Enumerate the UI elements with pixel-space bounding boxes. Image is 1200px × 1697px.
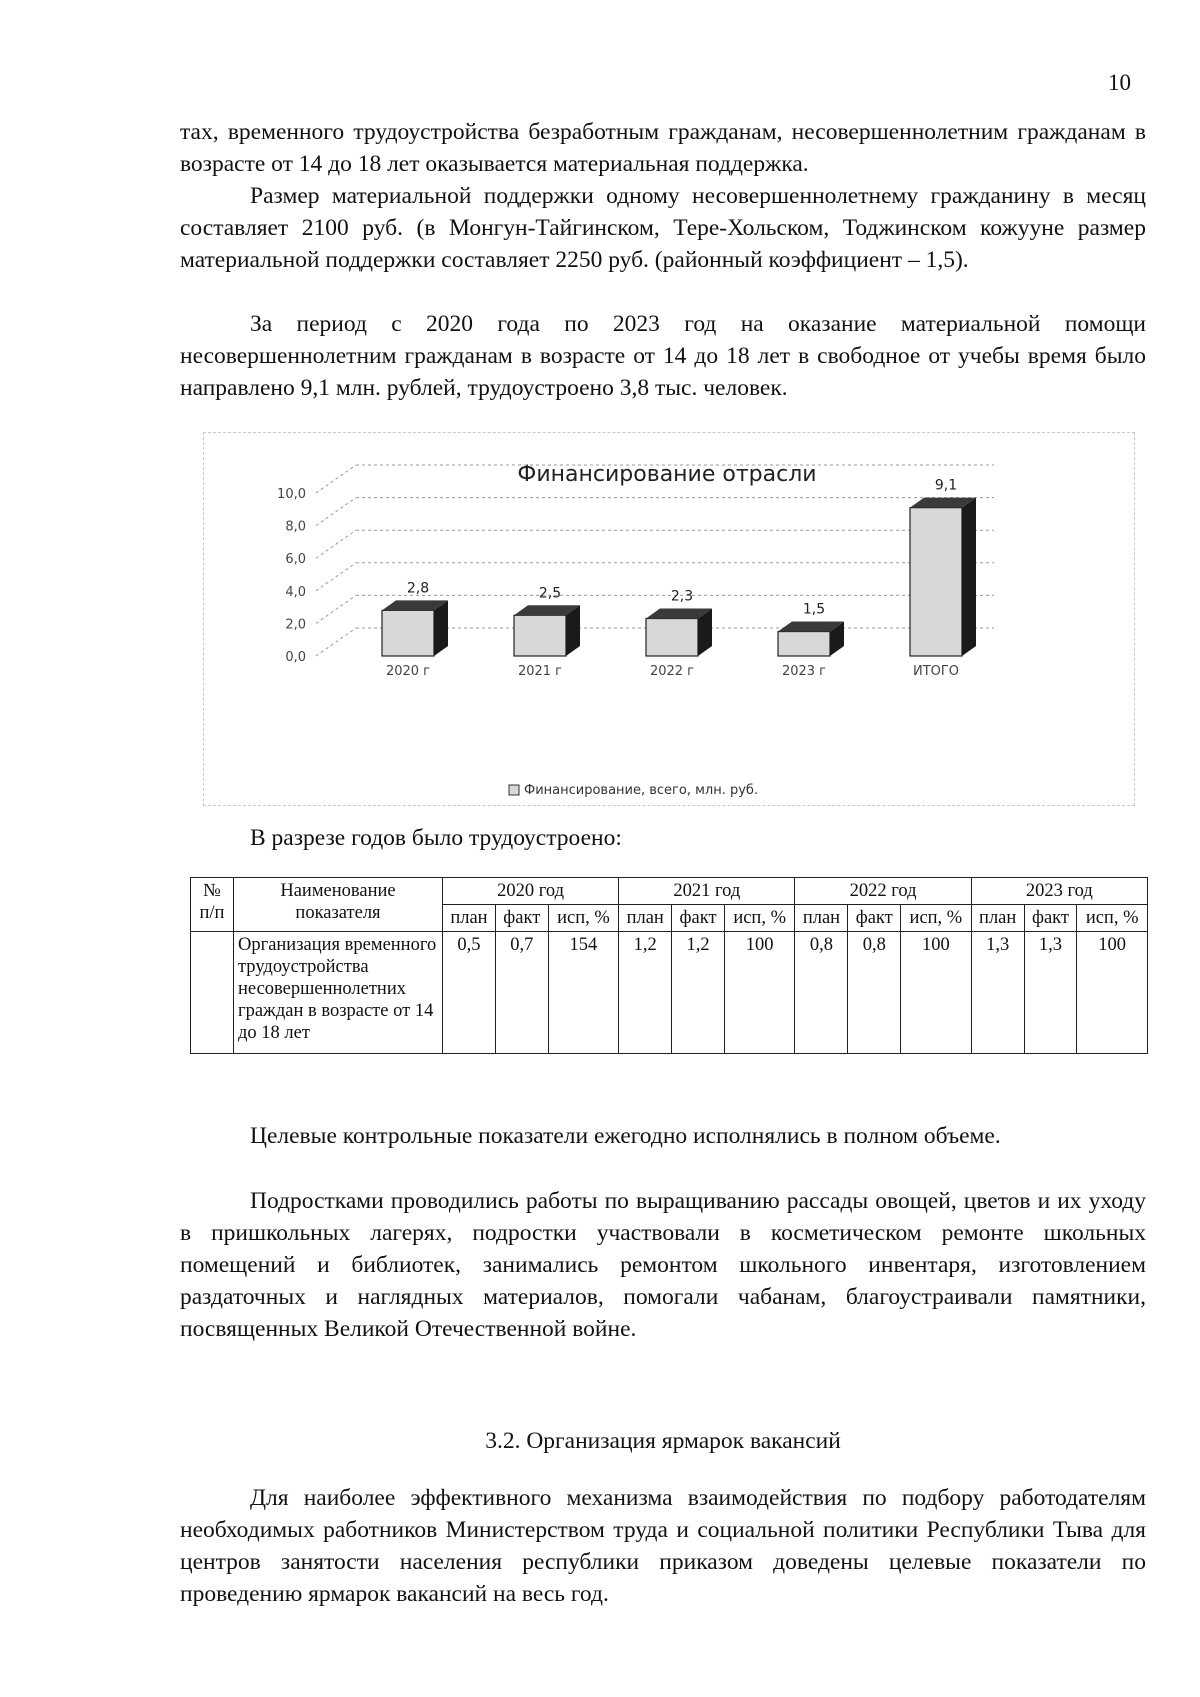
x-tick-label: ИТОГО	[912, 664, 960, 679]
header-name: Наименование показателя	[234, 878, 443, 932]
subheader-pct: исп, %	[1077, 905, 1148, 932]
cell-2022-pct: 100	[901, 932, 972, 1054]
bar	[910, 498, 976, 656]
data-label: 1,5	[802, 601, 826, 618]
x-tick-label: 2020 г	[385, 664, 431, 679]
cell-2021-plan: 1,2	[619, 932, 672, 1054]
paragraph-1: тах, временного трудоустройства безработным гражданам, несовершеннолетним гражданам в возрасте от 14 до 18 лет оказывается материальная поддержка.	[180, 119, 1146, 177]
section-heading: 3.2. Организация ярмарок вакансий	[485, 1428, 841, 1454]
bar	[778, 622, 844, 656]
data-label: 9,1	[934, 477, 958, 494]
gridline-diagonal	[316, 498, 356, 526]
legend-label: Финансирование, всего, млн. руб.	[524, 783, 759, 798]
x-tick-label: 2021 г	[517, 664, 563, 679]
data-label: 2,3	[670, 588, 694, 605]
legend-swatch	[509, 785, 519, 795]
row-num	[191, 932, 234, 1054]
subheader-pct: исп, %	[901, 905, 972, 932]
subheader-fact: факт	[495, 905, 548, 932]
chart-container	[203, 432, 1135, 806]
paragraph-5: Целевые контрольные показатели ежегодно исполнялись в полном объеме.	[250, 1123, 1001, 1149]
header-year-2022: 2022 год	[795, 878, 971, 905]
subheader-fact: факт	[672, 905, 725, 932]
header-year-2023: 2023 год	[971, 878, 1147, 905]
x-tick-label: 2022 г	[649, 664, 695, 679]
cell-2023-pct: 100	[1077, 932, 1148, 1054]
header-year-2021: 2021 год	[619, 878, 795, 905]
x-tick-label: 2023 г	[781, 664, 827, 679]
cell-2023-fact: 1,3	[1024, 932, 1077, 1054]
header-num: № п/п	[191, 878, 234, 932]
subheader-plan: план	[795, 905, 848, 932]
chart-title: Финансирование отрасли	[517, 462, 817, 487]
paragraph-8: Для наиболее эффективного механизма взаимодействия по подбору работодателям необходимых работников Министерством труда и социальной политики Республики Тыва для центров занятости населения республики приказом доведены целевые показатели по проведению ярмарок вакансий на весь год.	[180, 1485, 1146, 1607]
cell-2023-plan: 1,3	[971, 932, 1024, 1054]
y-tick-label: 6,0	[285, 552, 306, 568]
y-tick-label: 10,0	[277, 487, 306, 502]
funding-chart	[204, 433, 1134, 805]
paragraph-4: В разрезе годов было трудоустроено:	[250, 825, 622, 851]
cell-2021-pct: 100	[724, 932, 795, 1054]
page-number: 10	[1108, 70, 1131, 95]
cell-2020-pct: 154	[548, 932, 619, 1054]
subheader-plan: план	[971, 905, 1024, 932]
bar	[382, 600, 448, 656]
gridline-diagonal	[316, 465, 356, 493]
paragraph-3: За период с 2020 года по 2023 год на оказание материальной помощи несовершеннолетним гражданам в возрасте от 14 до 18 лет в свободное от учебы время было направлено 9,1 млн. рублей, трудоустроено 3,8 тыс. человек.	[180, 311, 1146, 401]
y-tick-label: 2,0	[285, 617, 306, 633]
employment-table	[190, 877, 1148, 1054]
row-name: Организация временного трудоустройства несовершеннолетних граждан в возрасте от 14 до 18 лет	[234, 932, 443, 1054]
cell-2021-fact: 1,2	[672, 932, 725, 1054]
y-tick-label: 8,0	[285, 519, 306, 535]
subheader-fact: факт	[848, 905, 901, 932]
table-row	[191, 932, 1148, 1054]
y-tick-label: 4,0	[285, 584, 306, 600]
gridline-diagonal	[316, 530, 356, 558]
subheader-pct: исп, %	[724, 905, 795, 932]
gridline-diagonal	[316, 595, 356, 623]
cell-2020-plan: 0,5	[443, 932, 496, 1054]
paragraph-6: Подростками проводились работы по выращиванию рассады овощей, цветов и их уходу в пришкольных лагерях, подростки участвовали в косметическом ремонте школьных помещений и библиотек, занимались ремонтом школьного инвентаря, изготовлением раздаточных и наглядных материалов, помогали чабанам, благоустраивали памятники, посвященных Великой Отечественной войне.	[180, 1188, 1146, 1342]
bar	[514, 605, 580, 656]
subheader-pct: исп, %	[548, 905, 619, 932]
gridline-diagonal	[316, 563, 356, 591]
cell-2022-fact: 0,8	[848, 932, 901, 1054]
header-year-2020: 2020 год	[443, 878, 619, 905]
bar	[646, 609, 712, 656]
subheader-fact: факт	[1024, 905, 1077, 932]
cell-2022-plan: 0,8	[795, 932, 848, 1054]
data-label: 2,8	[406, 580, 430, 597]
table-header-row	[191, 878, 1148, 905]
gridline-diagonal	[316, 628, 356, 656]
subheader-plan: план	[619, 905, 672, 932]
subheader-plan: план	[443, 905, 496, 932]
data-label: 2,5	[538, 585, 562, 602]
cell-2020-fact: 0,7	[495, 932, 548, 1054]
paragraph-2: Размер материальной поддержки одному несовершеннолетнему гражданину в месяц составляет 2100 руб. (в Монгун-Тайгинском, Тере-Хольском, Тоджинском кожууне размер материальной поддержки составляет 2250 руб. (районный коэффициент – 1,5).	[180, 183, 1146, 273]
y-tick-label: 0,0	[285, 650, 306, 665]
